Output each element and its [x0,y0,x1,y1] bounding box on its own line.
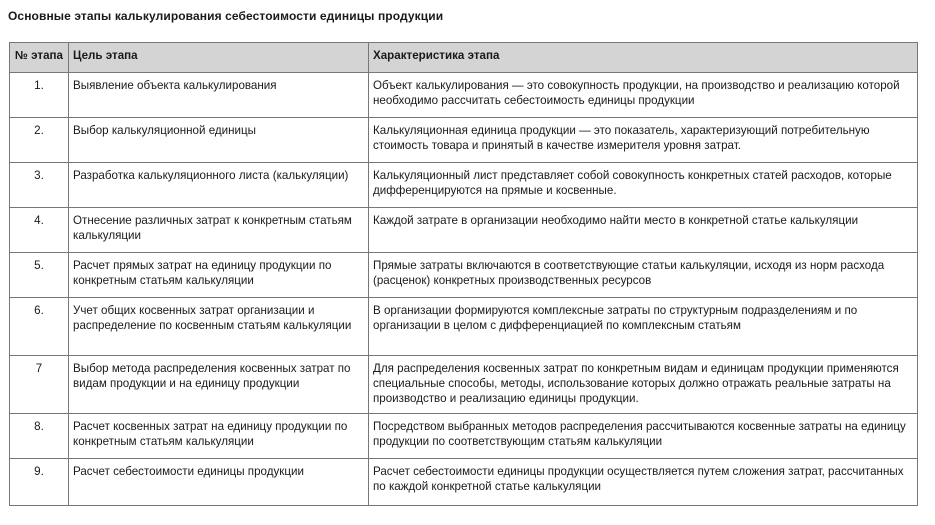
stage-goal: Выбор калькуляционной единицы [69,118,369,163]
stage-description: Для распределения косвенных затрат по конкретным видам и единицам продукции применяются специальные способы, методы, использование которых должно отражать реальные затраты на производство и реализацию единицы продукции. [369,356,918,414]
stage-number: 2. [10,118,69,163]
table-row [10,208,918,253]
stage-number: 1. [10,73,69,118]
page-title: Основные этапы калькулирования себестоимости единицы продукции [8,9,444,23]
table-row [10,253,918,298]
column-header-goal: Цель этапа [69,43,369,73]
stage-goal: Расчет прямых затрат на единицу продукции по конкретным статьям калькуляции [69,253,369,298]
table-row [10,73,918,118]
stage-number: 6. [10,298,69,356]
table-row [10,459,918,506]
stage-number: 4. [10,208,69,253]
stage-goal: Выявление объекта калькулирования [69,73,369,118]
stage-number: 7 [10,356,69,414]
stage-description: Каждой затрате в организации необходимо найти место в конкретной статье калькуляции [369,208,918,253]
stage-description: Посредством выбранных методов распределения рассчитываются косвенные затраты на единицу продукции по соответствующим статьям калькуляции [369,414,918,459]
stage-number: 9. [10,459,69,506]
column-header-description: Характеристика этапа [369,43,918,73]
stage-goal: Разработка калькуляционного листа (калькуляции) [69,163,369,208]
table-row [10,118,918,163]
table-row [10,298,918,356]
stage-goal: Расчет себестоимости единицы продукции [69,459,369,506]
stage-description: Калькуляционный лист представляет собой совокупность конкретных статей расходов, которые дифференцируются на прямые и косвенные. [369,163,918,208]
stage-description: Прямые затраты включаются в соответствующие статьи калькуляции, исходя из норм расхода (расценок) конкретных производственных ресурсов [369,253,918,298]
stage-goal: Учет общих косвенных затрат организации и распределение по косвенным статьям калькуляции [69,298,369,356]
stage-number: 3. [10,163,69,208]
stages-table [9,42,918,506]
stage-description: Калькуляционная единица продукции — это показатель, характеризующий потребительную стоимость товара и принятый в качестве измерителя уровня затрат. [369,118,918,163]
stage-number: 8. [10,414,69,459]
column-header-number: № этапа [10,43,69,73]
stage-goal: Отнесение различных затрат к конкретным статьям калькуляции [69,208,369,253]
table-row [10,356,918,414]
stage-description: Объект калькулирования — это совокупность продукции, на производство и реализацию которой необходимо рассчитать себестоимость единицы продукции [369,73,918,118]
table-header-row [10,43,918,73]
table-row [10,414,918,459]
stage-goal: Расчет косвенных затрат на единицу продукции по конкретным статьям калькуляции [69,414,369,459]
stage-goal: Выбор метода распределения косвенных затрат по видам продукции и на единицу продукции [69,356,369,414]
stage-description: В организации формируются комплексные затраты по структурным подразделениям и по организации в целом с дифференциацией по комплексным статьям [369,298,918,356]
stage-number: 5. [10,253,69,298]
stage-description: Расчет себестоимости единицы продукции осуществляется путем сложения затрат, рассчитанных по каждой конкретной статье калькуляции [369,459,918,506]
table-row [10,163,918,208]
